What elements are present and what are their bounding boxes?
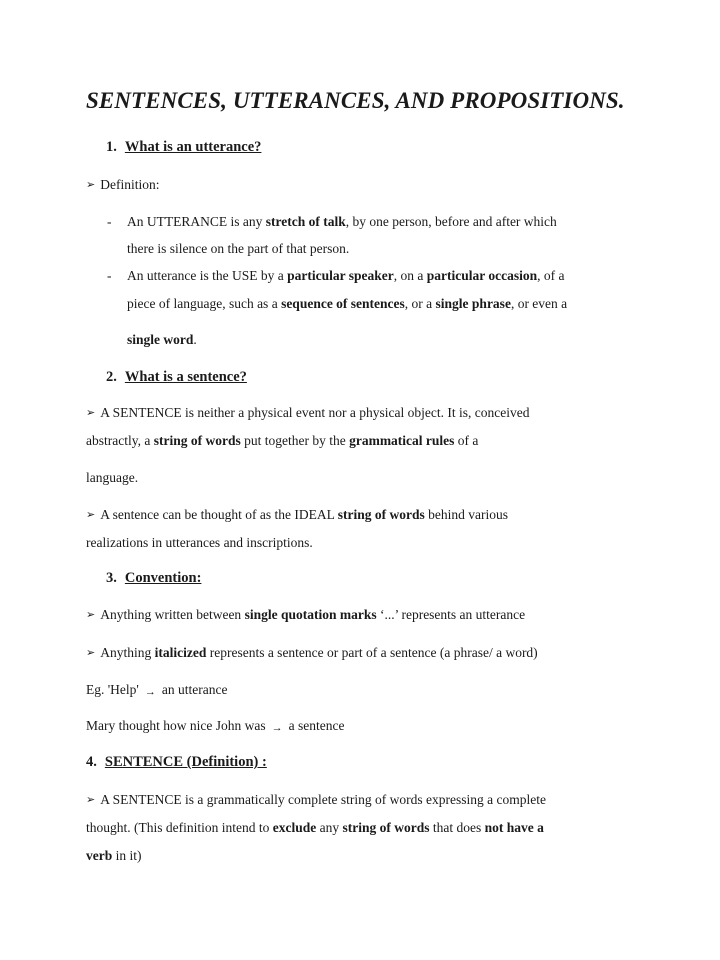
- example-line: Mary thought how nice John was → a sentence: [86, 718, 345, 734]
- paragraph-line: verb in it): [86, 848, 142, 863]
- paragraph-line: An utterance is the USE by a particular speaker, on a particular occasion, of a: [127, 268, 565, 283]
- paragraph-line: there is silence on the part of that person.: [127, 241, 350, 256]
- section-number: 1.: [106, 139, 117, 155]
- paragraph-line: thought. (This definition intend to exclude any string of words that does not have a: [86, 820, 544, 835]
- arrow-bullet-icon: ➢: [86, 794, 96, 806]
- dash-bullet-icon: -: [107, 214, 112, 229]
- paragraph-line: language.: [86, 470, 139, 485]
- section-3-heading: [106, 570, 201, 587]
- section-title: What is a sentence?: [124, 369, 247, 385]
- paragraph-line: realizations in utterances and inscriptions.: [86, 535, 313, 550]
- paragraph-line: ➢ Anything written between single quotation marks ‘...’ represents an utterance: [86, 607, 526, 622]
- arrow-bullet-icon: ➢: [86, 407, 96, 419]
- arrow-bullet-icon: ➢: [86, 609, 96, 621]
- arrow-right-icon: →: [144, 686, 156, 698]
- paragraph-line: ➢ A SENTENCE is a grammatically complete string of words expressing a complete: [86, 792, 546, 807]
- document-title: SENTENCES, UTTERANCES, AND PROPOSITIONS.: [86, 88, 625, 113]
- definition-label: ➢ Definition:: [86, 177, 160, 192]
- arrow-bullet-icon: ➢: [86, 509, 96, 521]
- arrow-right-icon: →: [271, 722, 283, 734]
- section-title: Convention:: [124, 570, 202, 586]
- section-title: What is an utterance?: [124, 139, 262, 155]
- section-number: 4.: [86, 754, 97, 770]
- section-1-heading: [106, 139, 261, 156]
- section-4-heading: [86, 754, 267, 771]
- section-title: SENTENCE (Definition) :: [104, 754, 267, 770]
- paragraph-line: abstractly, a string of words put together by the grammatical rules of a: [86, 433, 479, 448]
- arrow-bullet-icon: ➢: [86, 179, 96, 191]
- paragraph-line: piece of language, such as a sequence of sentences, or a single phrase, or even a: [127, 296, 568, 311]
- section-2-heading: [106, 369, 247, 386]
- section-number: 2.: [106, 369, 117, 385]
- paragraph-line: ➢ Anything italicized represents a sentence or part of a sentence (a phrase/ a word): [86, 645, 538, 660]
- arrow-bullet-icon: ➢: [86, 647, 96, 659]
- paragraph-line: An UTTERANCE is any stretch of talk, by one person, before and after which: [127, 214, 557, 229]
- paragraph-line: single word.: [127, 332, 197, 347]
- paragraph-line: ➢ A SENTENCE is neither a physical event nor a physical object. It is, conceived: [86, 405, 530, 420]
- dash-bullet-icon: -: [107, 268, 112, 283]
- section-number: 3.: [106, 570, 117, 586]
- example-line: Eg. 'Help' → an utterance: [86, 682, 228, 698]
- paragraph-line: ➢ A sentence can be thought of as the IDEAL string of words behind various: [86, 507, 509, 522]
